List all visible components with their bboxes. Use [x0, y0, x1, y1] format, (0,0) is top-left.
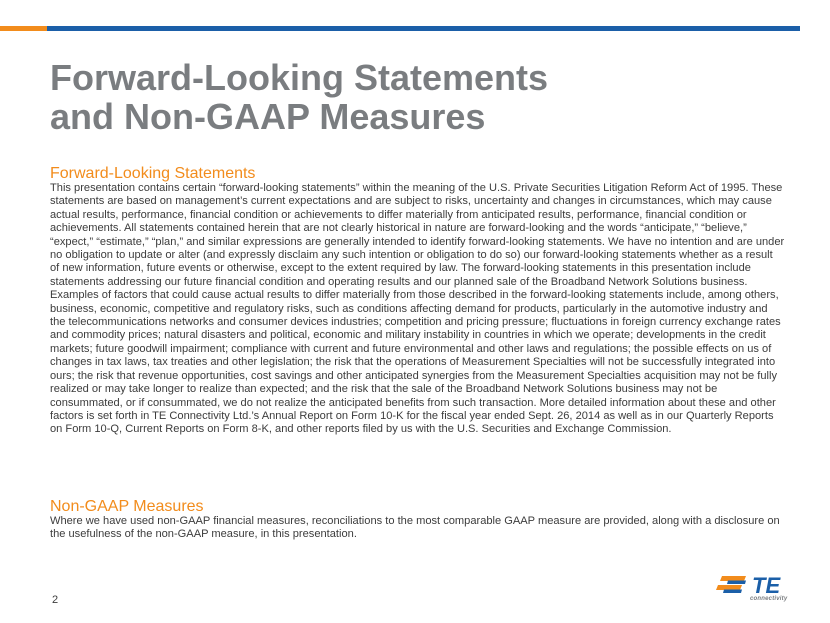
- logo-stripe-orange-bottom: [716, 585, 742, 590]
- section-heading-non-gaap: Non-GAAP Measures: [50, 498, 204, 515]
- te-connectivity-logo: [716, 573, 800, 607]
- logo-stripe-blue-top: [727, 581, 746, 585]
- logo-stripe-orange-top: [720, 576, 746, 581]
- section-body-forward-looking: This presentation contains certain “forward-looking statements” within the meaning of the U.S. Private Securities Litigation Reform Act of 1995. These statements are based on management’s current expectations and are subject to risks, uncertainty and changes in circumstances, which may cause actual results, performance, financial condition or achievements to differ materially from anticipated results, performance, financial condition or achievements. All statements contained herein that are not clearly historical in nature are forward-looking and the words “anticipate,” “believe,” “expect,” “estimate,” “plan,” and similar expressions are generally intended to identify forward-looking statements. We have no intention and are under no obligation to update or alter (and expressly disclaim any such intention or obligation to do so) our forward-looking statements whether as a result of new information, future events or otherwise, except to the extent required by law. The forward-looking statements in this presentation include statements addressing our future financial condition and operating results and our planned sale of the Broadband Network Solutions business. Examples of factors that could cause actual results to differ materially from those described in the forward-looking statements include, among others, business, economic, competitive and regulatory risks, such as conditions affecting demand for products, particularly in the automotive industry and the telecommunications networks and consumer devices industries; competition and pricing pressure; fluctuations in foreign currency exchange rates and commodity prices; natural disasters and political, economic and military instability in countries in which we operate; developments in the credit markets; future goodwill impairment; compliance with current and future environmental and other laws and regulations; the possible effects on us of changes in tax laws, tax treaties and other legislation; the risk that the operations of Measurement Specialties will not be successfully integrated into ours; the risk that revenue opportunities, cost savings and other anticipated synergies from the Measurement Specialties acquisition may not be fully realized or may take longer to realize than expected; and the risk that the sale of the Broadband Network Solutions business may not be consummated, or if consummated, we do not realize the anticipated benefits from such transaction. More detailed information about these and other factors is set forth in TE Connectivity Ltd.’s Annual Report on Form 10-K for the fiscal year ended Sept. 26, 2014 as well as in our Quarterly Reports on Form 10-Q, Current Reports on Form 8-K, and other reports filed by us with the U.S. Securities and Exchange Commission.: [50, 182, 785, 436]
- logo-stripe-blue-bottom: [723, 590, 742, 594]
- slide-title-line-1: Forward-Looking Statements: [50, 57, 549, 98]
- section-heading-forward-looking: Forward-Looking Statements: [50, 165, 256, 182]
- top-accent-bar-blue: [47, 26, 800, 31]
- logo-wordmark: TE: [752, 573, 781, 597]
- logo-tagline: connectivity: [750, 596, 788, 602]
- slide-title: [50, 58, 790, 136]
- slide-title-line-2: and Non-GAAP Measures: [50, 96, 486, 137]
- top-accent-bar-orange: [0, 26, 47, 31]
- section-body-non-gaap: Where we have used non-GAAP financial measures, reconciliations to the most comparable GAAP measure are provided, along with a disclosure on the usefulness of the non-GAAP measure, in this presentation.: [50, 515, 780, 541]
- top-accent-bar: [0, 26, 800, 31]
- page-number: 2: [52, 594, 59, 606]
- te-logo-mark: [716, 573, 800, 597]
